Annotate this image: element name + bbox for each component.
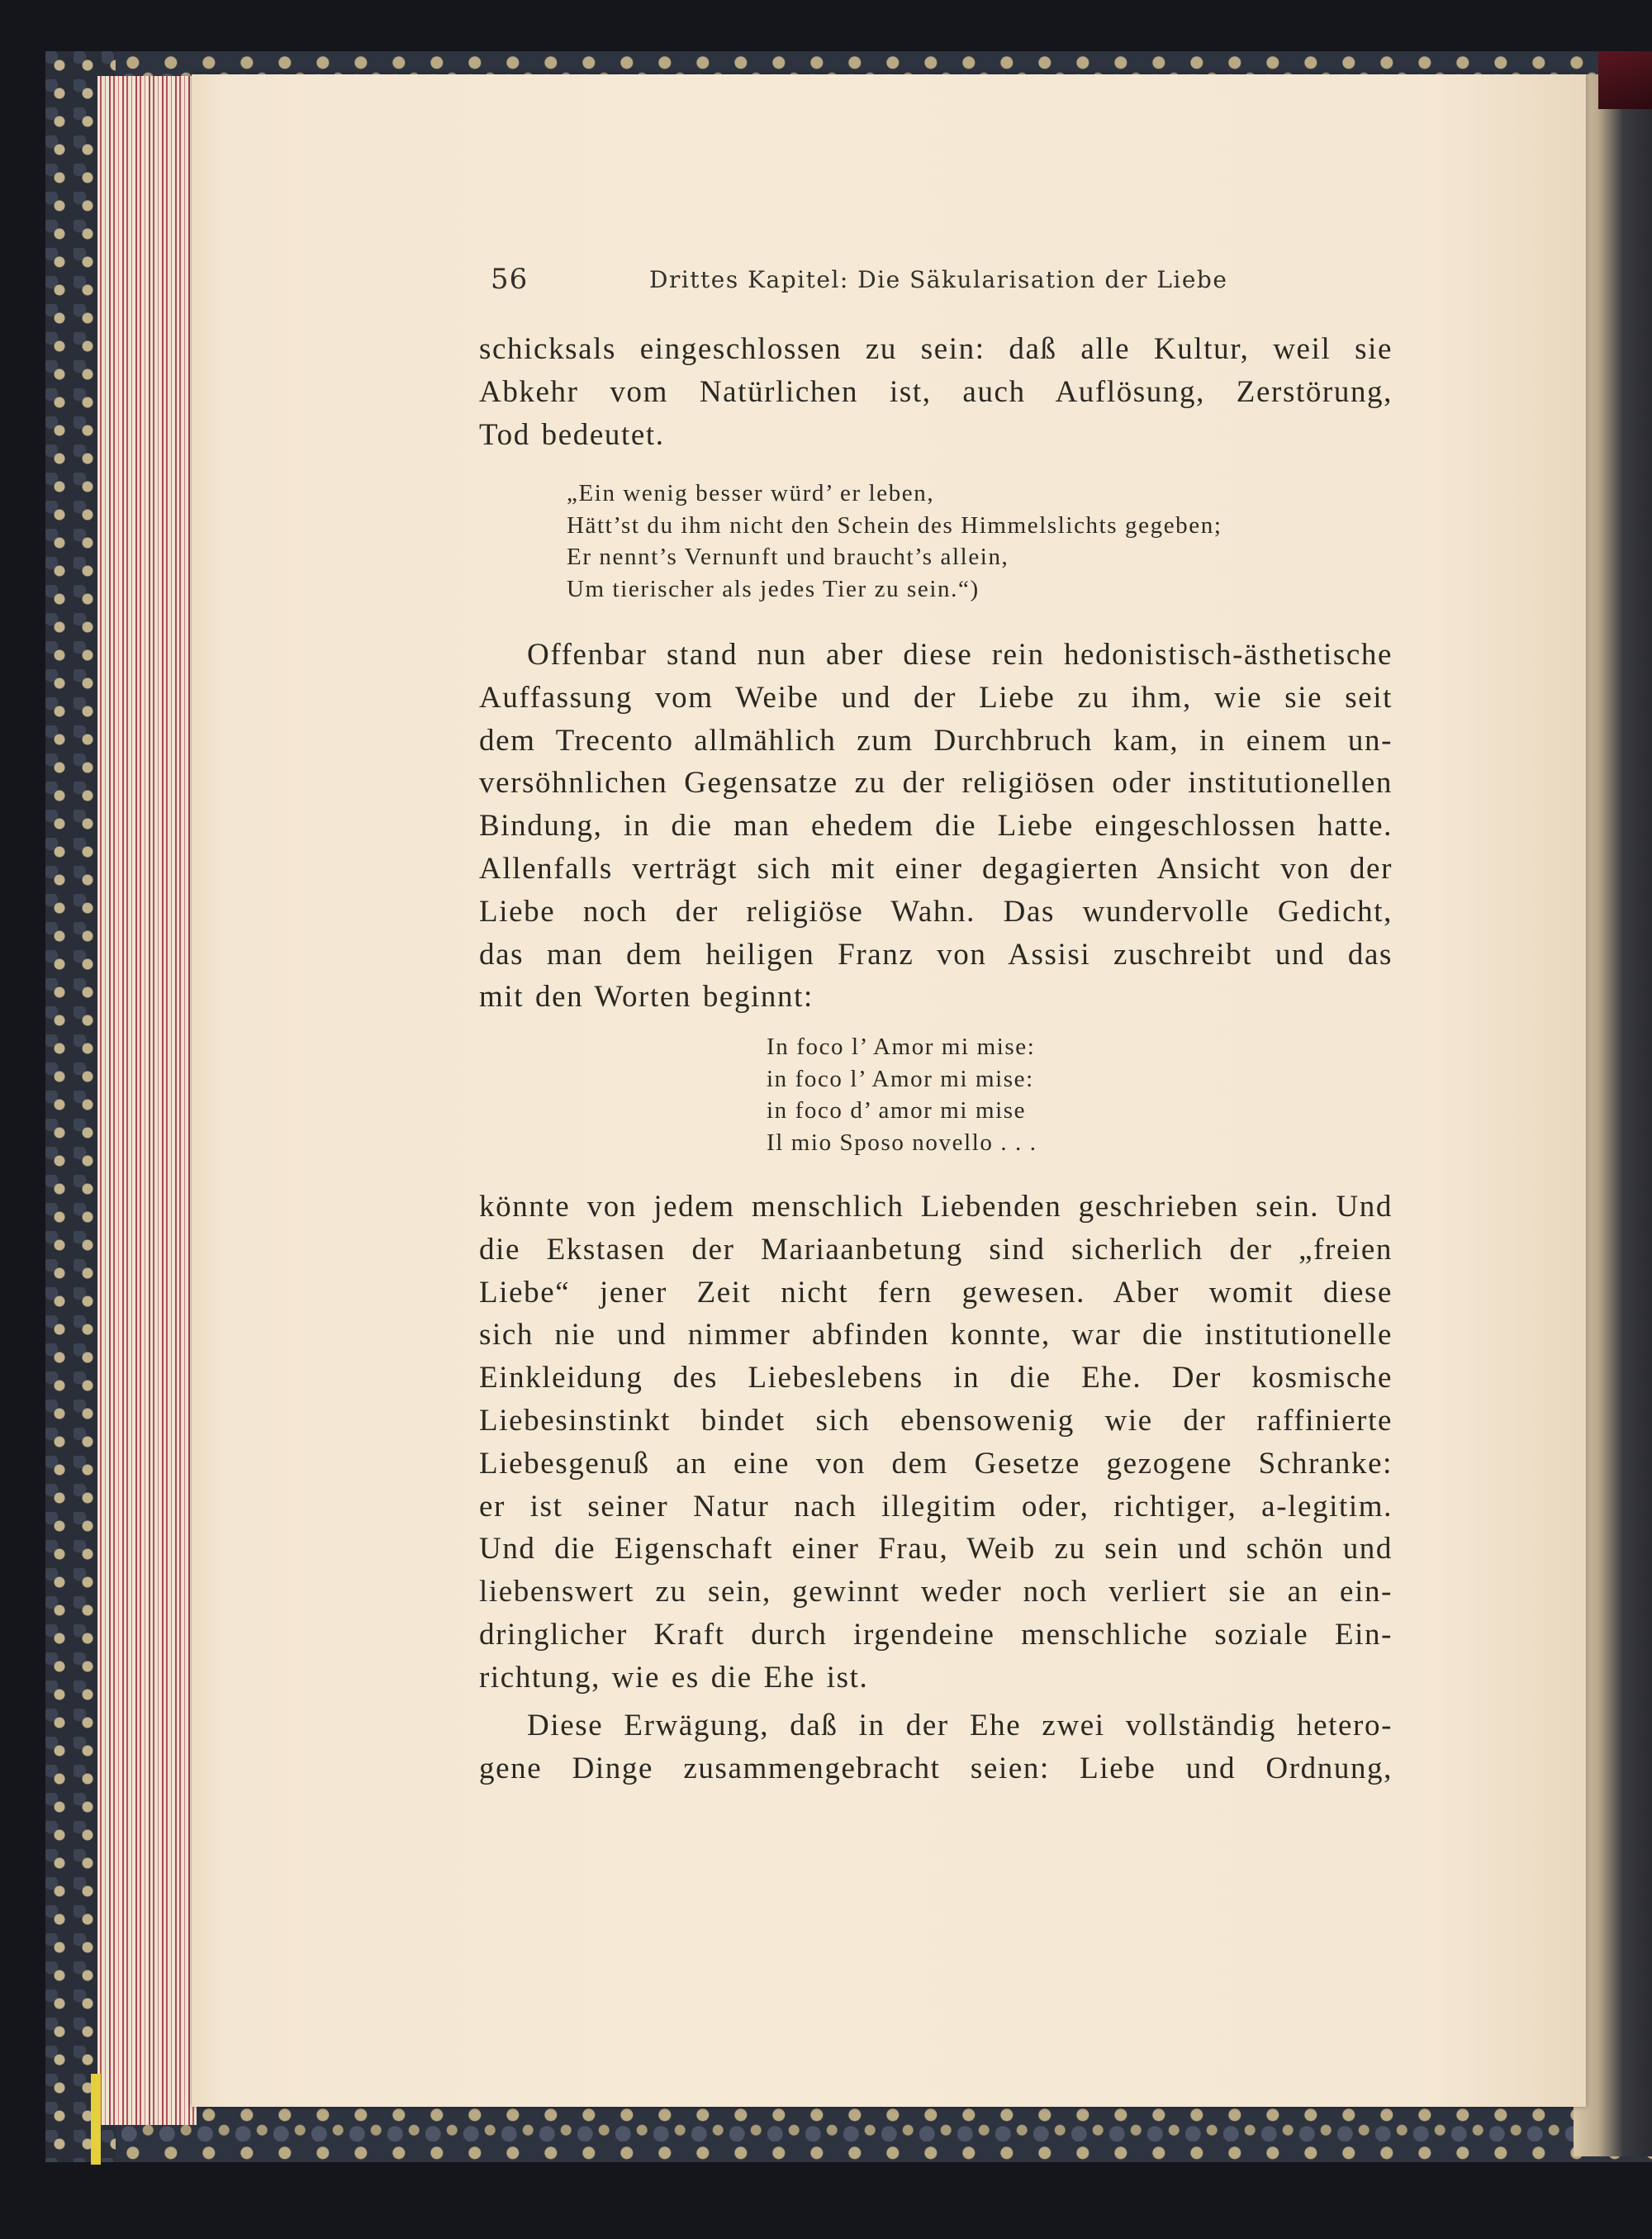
paragraph-3 <box>479 1186 1393 1699</box>
verse-quote-2 <box>767 1031 1037 1158</box>
text-line: Allenfalls verträgt sich mit einer degagierten Ansicht von der <box>479 851 1393 886</box>
running-head <box>491 263 1325 304</box>
text-line: er ist seiner Natur nach illegitim oder, richtiger, a-legitim. <box>479 1489 1393 1524</box>
text-line: Liebesinstinkt bindet sich ebensowenig wie der raffinierte <box>479 1403 1393 1438</box>
verse-line: „Ein wenig besser würd’ er leben, <box>567 480 935 506</box>
text-line: dringlicher Kraft durch irgendeine menschliche soziale Ein- <box>479 1617 1393 1652</box>
text-line: könnte von jedem menschlich Liebenden geschrieben sein. Und <box>479 1190 1393 1224</box>
ribbon-bookmark <box>1598 51 1652 109</box>
text-line: schicksals eingeschlossen zu sein: daß alle Kultur, weil sie <box>479 332 1393 366</box>
page-block-edges <box>97 76 197 2125</box>
text-line: sich nie und nimmer abfinden konnte, war die institutionelle <box>479 1318 1393 1352</box>
verse-line: Hätt’st du ihm nicht den Schein des Himmelslichts gegeben; <box>567 511 1222 539</box>
verse-line: Il mio Sposo novello . . . <box>767 1129 1037 1156</box>
text-line: richtung, wie es die Ehe ist. <box>479 1660 869 1695</box>
chapter-title: Drittes Kapitel: Die Säkularisation der Liebe <box>649 266 1228 293</box>
text-line: Und die Eigenschaft einer Frau, Weib zu sein und schön und <box>479 1532 1393 1566</box>
paragraph-4 <box>479 1704 1393 1790</box>
paragraph-1 <box>479 328 1393 456</box>
verse-quote-1 <box>567 478 1222 605</box>
text-line: die Ekstasen der Mariaanbetung sind sicherlich der „freien <box>479 1232 1393 1267</box>
text-line: mit den Worten beginnt: <box>479 980 814 1015</box>
text-line: gene Dinge zusammengebracht seien: Liebe und Ordnung, <box>479 1751 1393 1785</box>
verse-line: Er nennt’s Vernunft und braucht’s allein, <box>567 544 1009 570</box>
text-line: Auffassung vom Weibe und der Liebe zu ihm, wie sie seit <box>479 680 1393 715</box>
verse-line: In foco l’ Amor mi mise: <box>767 1034 1036 1060</box>
bookmark-edge <box>91 2074 101 2165</box>
verse-line: Um tierischer als jedes Tier zu sein.“) <box>567 575 980 602</box>
text-line: versöhnlichen Gegensatze zu der religiösen oder institutionellen <box>479 766 1393 801</box>
verse-line: in foco l’ Amor mi mise: <box>767 1065 1034 1092</box>
text-line: Liebesgenuß an eine von dem Gesetze gezogene Schranke: <box>479 1446 1393 1481</box>
text-line: liebenswert zu sein, gewinnt weder noch verliert sie an ein- <box>479 1575 1393 1609</box>
text-line: das man dem heiligen Franz von Assisi zuschreibt und das <box>479 937 1393 972</box>
text-line: Abkehr vom Natürlichen ist, auch Auflösung, Zerstörung, <box>479 374 1393 409</box>
paragraph-2 <box>479 634 1393 1019</box>
text-line: Liebe noch der religiöse Wahn. Das wundervolle Gedicht, <box>479 894 1393 929</box>
text-line: Offenbar stand nun aber diese rein hedonistisch-ästhetische <box>527 638 1393 672</box>
verse-line: in foco d’ amor mi mise <box>767 1097 1027 1124</box>
text-line: Bindung, in die man ehedem die Liebe eingeschlossen hatte. <box>479 809 1393 844</box>
page-number: 56 <box>491 263 529 296</box>
text-line: Liebe“ jener Zeit nicht fern gewesen. Aber womit diese <box>479 1275 1393 1310</box>
text-line: dem Trecento allmählich zum Durchbruch kam, in einem un- <box>479 723 1393 758</box>
text-line: Diese Erwägung, daß in der Ehe zwei vollständig hetero- <box>527 1709 1393 1742</box>
text-line: Einkleidung des Liebeslebens in die Ehe. Der kosmische <box>479 1361 1393 1395</box>
text-line: Tod bedeutet. <box>479 417 665 452</box>
